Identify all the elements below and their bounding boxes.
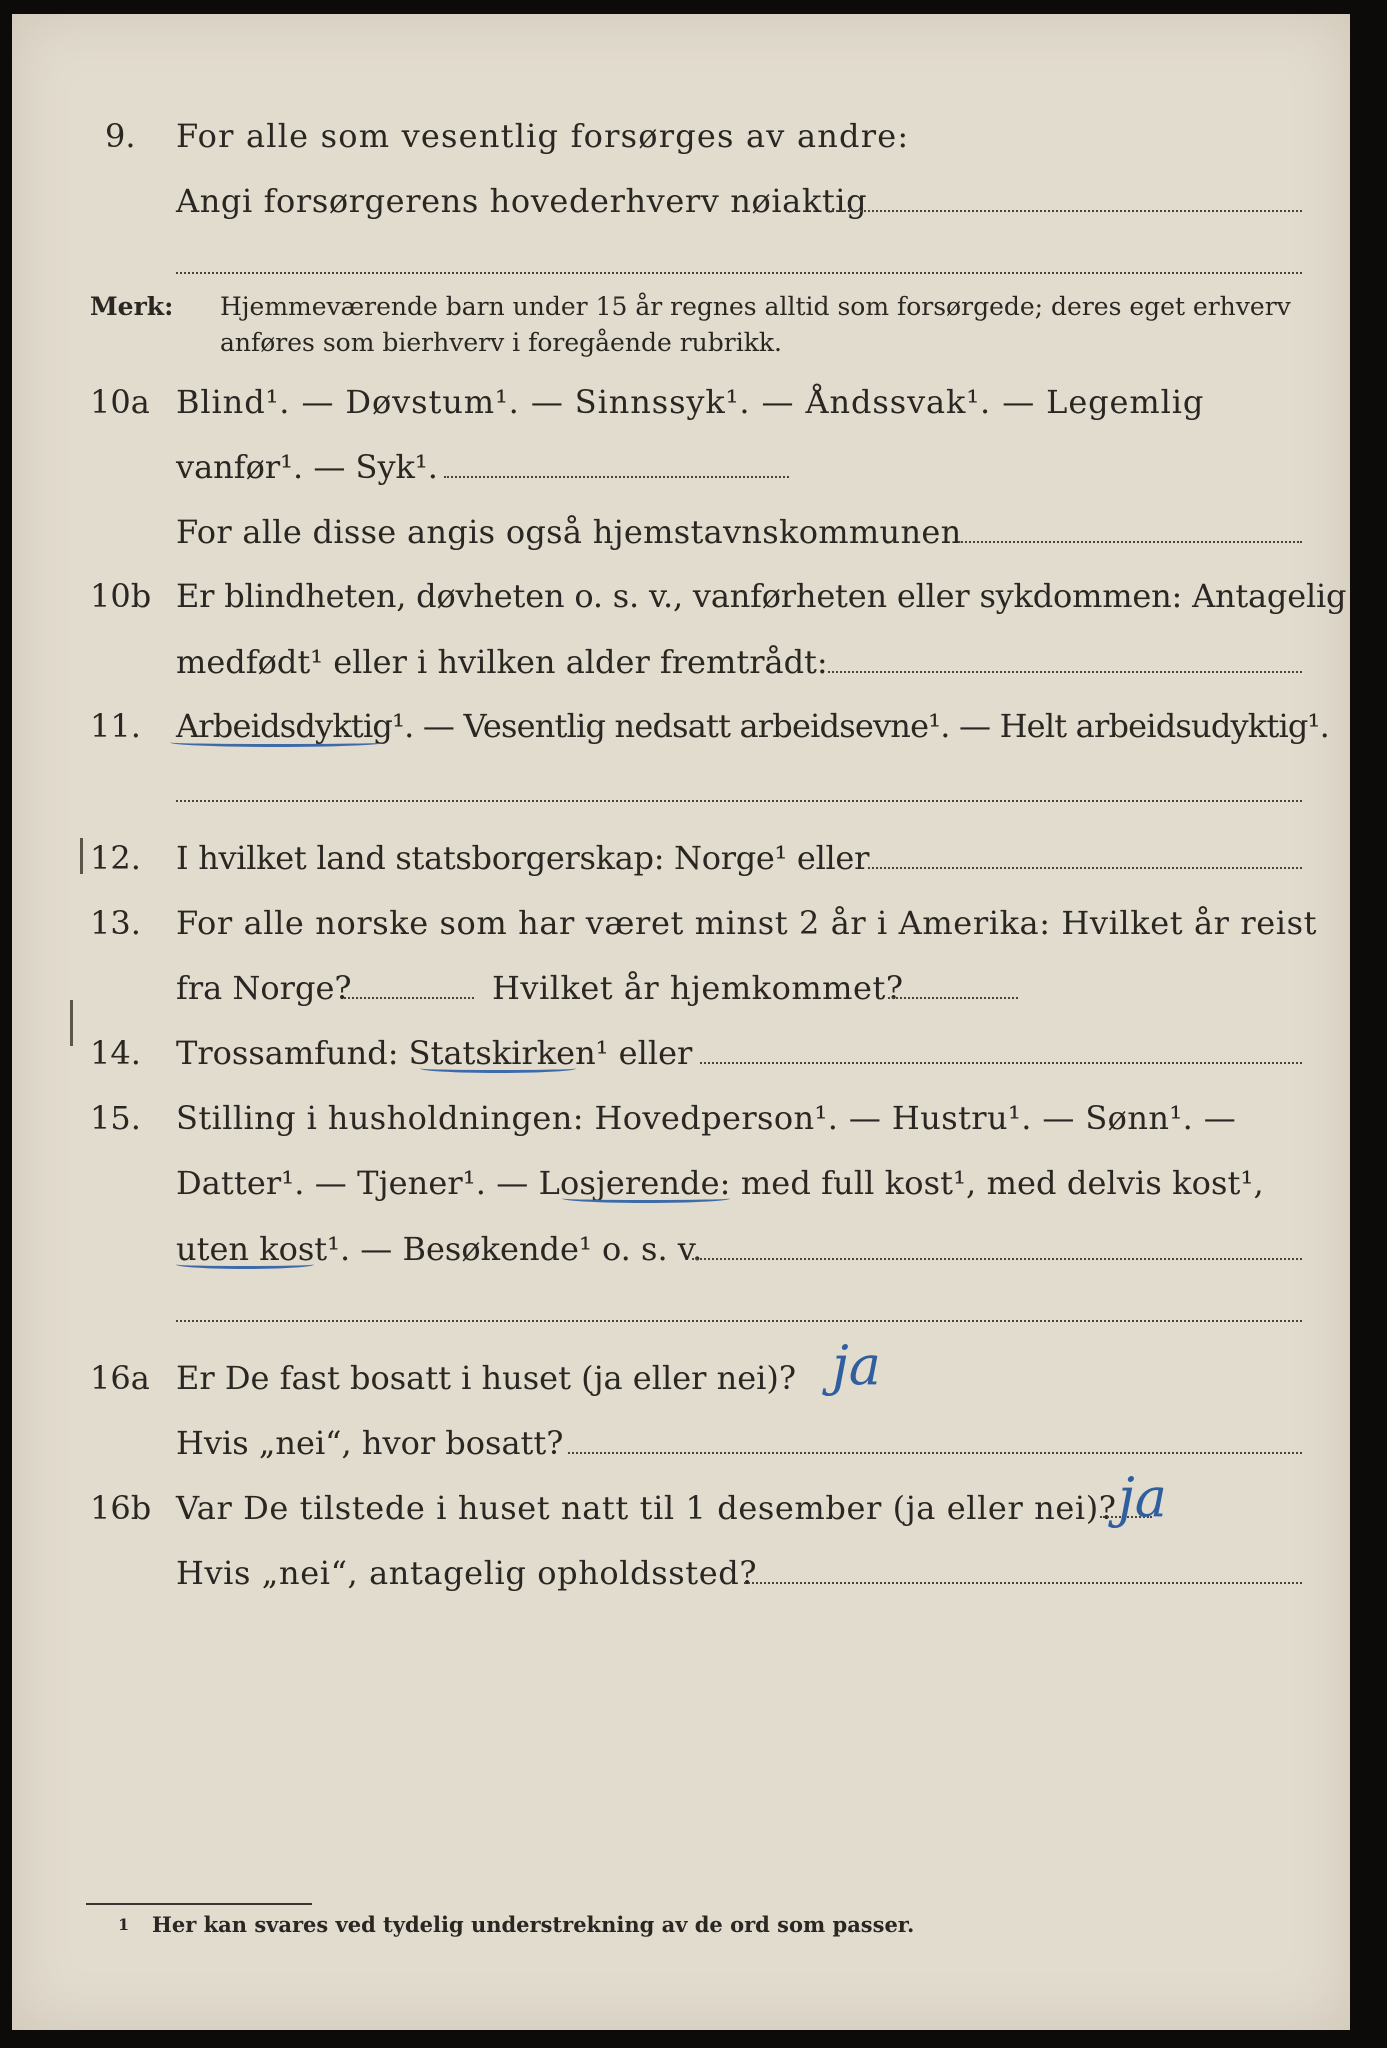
q10a-line1: Blind¹. — Døvstum¹. — Sinnssyk¹. — Åndssvak¹. — Legemlig [176, 383, 1205, 421]
q13-hjemkommet-answer-line[interactable] [888, 997, 1018, 999]
q9-answer-line-2[interactable] [176, 272, 1302, 274]
footnote-rule [86, 1903, 312, 1905]
q16a-number: 16a [90, 1359, 150, 1397]
q11-line1: Arbeidsdyktig¹. — Vesentlig nedsatt arbeidsevne¹. — Helt arbeidsudyktig¹. [176, 707, 1329, 745]
q15-number: 15. [90, 1099, 141, 1137]
q9-line1: For alle som vesentlig forsørges av andre: [176, 117, 910, 155]
q13-line2a: fra Norge? [176, 969, 352, 1007]
q15-uten-kost-underline [176, 1260, 314, 1269]
q14-handwritten-underline [420, 1064, 576, 1073]
q16a-handwritten-answer[interactable]: ja [832, 1334, 881, 1397]
q13-reist-answer-line[interactable] [344, 997, 474, 999]
q9-answer-line[interactable] [828, 210, 1302, 212]
q11-handwritten-underline [170, 738, 384, 747]
q15-line2: Datter¹. — Tjener¹. — Losjerende: med full kost¹, med delvis kost¹, [176, 1164, 1264, 1202]
q10a-line2: vanfør¹. — Syk¹. [176, 448, 438, 486]
q15-line3: uten kost¹. — Besøkende¹ o. s. v. [176, 1230, 703, 1268]
q12-number: 12. [90, 839, 141, 877]
q10a-number: 10a [90, 383, 150, 421]
q16a-line2: Hvis „nei“, hvor bosatt? [176, 1424, 564, 1462]
q14-answer-line[interactable] [700, 1062, 1302, 1064]
q11-number: 11. [90, 707, 141, 745]
q16b-handwritten-answer[interactable]: ja [1118, 1466, 1167, 1529]
q15-losjerende-underline [562, 1194, 730, 1203]
q15-answer-line-2[interactable] [176, 1320, 1302, 1322]
q10a-answer-line[interactable] [444, 476, 789, 478]
q10a-hjemstavn-line[interactable] [958, 541, 1302, 543]
q16a-answer-line[interactable] [568, 1452, 1302, 1454]
q13-line2b: Hvilket år hjemkommet? [492, 969, 904, 1007]
q13-line1: For alle norske som har været minst 2 år i Amerika: Hvilket år reist [176, 904, 1318, 942]
q16b-answer-line[interactable] [744, 1582, 1302, 1584]
q11-answer-line[interactable] [176, 800, 1302, 802]
merk-line2: anføres som bierhverv i foregående rubrikk. [220, 328, 782, 357]
q12-answer-line[interactable] [868, 867, 1302, 869]
q16b-number: 16b [90, 1489, 152, 1527]
q10a-line3: For alle disse angis også hjemstavnskommunen [176, 513, 962, 551]
q14-number: 14. [90, 1034, 141, 1072]
q16a-line1: Er De fast bosatt i huset (ja eller nei)? [176, 1359, 797, 1397]
q16b-line1: Var De tilstede i huset natt til 1 desember (ja eller nei)? [176, 1489, 1117, 1527]
q9-line2: Angi forsørgerens hovederhverv nøiaktig [176, 182, 868, 220]
q10b-line1: Er blindheten, døvheten o. s. v., vanførheten eller sykdommen: Antagelig [176, 577, 1347, 615]
q12-margin-tick [80, 838, 83, 874]
footnote-mark: 1 [118, 1915, 130, 1934]
merk-line1: Hjemmeværende barn under 15 år regnes alltid som forsørgede; deres eget erhverv [220, 292, 1291, 321]
footnote-text: Her kan svares ved tydelig understrekning av de ord som passer. [152, 1912, 915, 1937]
q15-answer-line[interactable] [692, 1258, 1302, 1260]
q16b-line2: Hvis „nei“, antagelig opholdssted? [176, 1554, 758, 1592]
q9-number: 9. [105, 117, 136, 155]
q12-line1: I hvilket land statsborgerskap: Norge¹ eller [176, 839, 870, 877]
q10b-line2: medfødt¹ eller i hvilken alder fremtrådt: [176, 643, 828, 681]
q10b-answer-line[interactable] [828, 671, 1302, 673]
q15-line1: Stilling i husholdningen: Hovedperson¹. — Hustru¹. — Sønn¹. — [176, 1099, 1237, 1137]
merk-label: Merk: [90, 292, 174, 321]
q14-margin-tick [70, 1000, 73, 1046]
q10b-number: 10b [90, 577, 152, 615]
q14-line1: Trossamfund: Statskirken¹ eller [176, 1034, 693, 1072]
q13-number: 13. [90, 904, 141, 942]
